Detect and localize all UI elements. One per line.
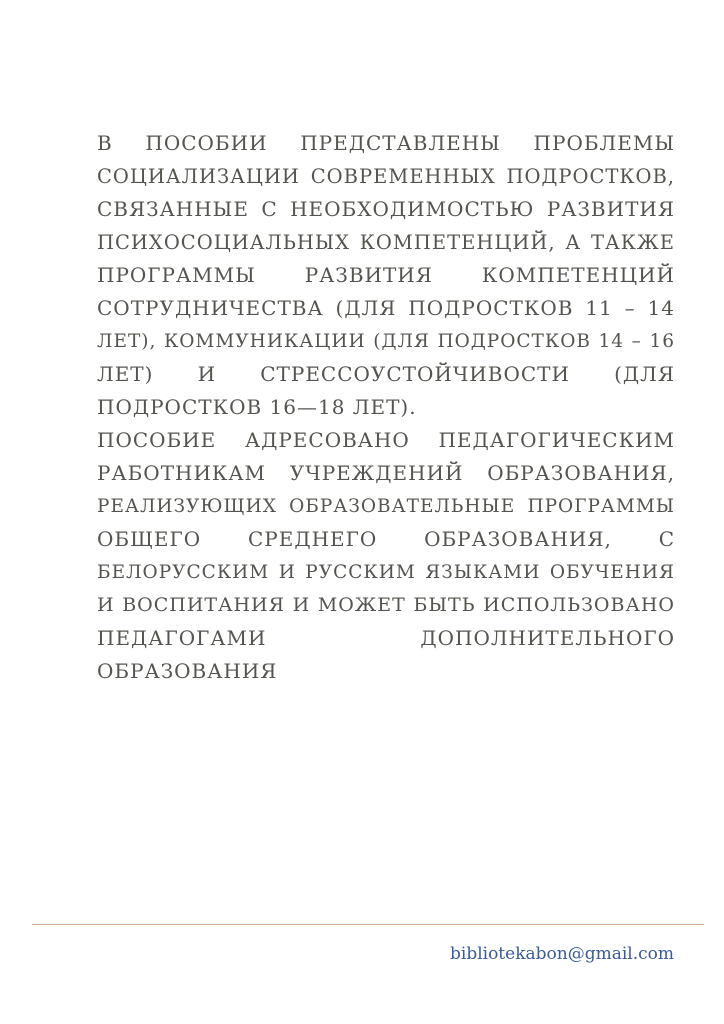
text-line: БЕЛОРУССКИМ И РУССКИМ ЯЗЫКАМИ ОБУЧЕНИЯ — [97, 562, 675, 583]
text-line: СОЦИАЛИЗАЦИИ СОВРЕМЕННЫХ ПОДРОСТКОВ, — [97, 165, 675, 188]
text-line: СОТРУДНИЧЕСТВА (ДЛЯ ПОДРОСТКОВ 11 – 14 — [97, 296, 675, 320]
text-line: И ВОСПИТАНИЯ И МОЖЕТ БЫТЬ ИСПОЛЬЗОВАНО — [97, 594, 675, 616]
annotation-paragraph-2 — [97, 424, 675, 688]
text-line: ПРОГРАММЫ РАЗВИТИЯ КОМПЕТЕНЦИЙ — [97, 263, 675, 287]
text-line: СВЯЗАННЫЕ С НЕОБХОДИМОСТЬЮ РАЗВИТИЯ — [97, 197, 675, 221]
text-line: ОБЩЕГО СРЕДНЕГО ОБРАЗОВАНИЯ, С — [97, 527, 675, 551]
text-line: РАБОТНИКАМ УЧРЕЖДЕНИЙ ОБРАЗОВАНИЯ, — [97, 461, 675, 485]
footer-divider — [32, 924, 704, 925]
text-line: ПОСОБИЕ АДРЕСОВАНО ПЕДАГОГИЧЕСКИМ — [97, 428, 675, 452]
text-line: ОБРАЗОВАНИЯ — [97, 659, 278, 683]
text-line: ЛЕТ) И СТРЕССОУСТОЙЧИВОСТИ (ДЛЯ — [97, 362, 675, 386]
text-line: ПОДРОСТКОВ 16—18 ЛЕТ). — [97, 395, 417, 419]
annotation-text — [97, 127, 675, 688]
text-line: ПЕДАГОГАМИ ДОПОЛНИТЕЛЬНОГО — [97, 626, 675, 650]
annotation-paragraph-1 — [97, 127, 675, 424]
text-line: ПСИХОСОЦИАЛЬНЫХ КОМПЕТЕНЦИЙ, А ТАКЖЕ — [97, 231, 675, 254]
text-line: В ПОСОБИИ ПРЕДСТАВЛЕНЫ ПРОБЛЕМЫ — [97, 131, 675, 155]
text-line: РЕАЛИЗУЮЩИХ ОБРАЗОВАТЕЛЬНЫЕ ПРОГРАММЫ — [97, 496, 675, 517]
email-link[interactable]: bibliotekabon@gmail.com — [450, 944, 674, 964]
text-line: ЛЕТ), КОММУНИКАЦИИ (ДЛЯ ПОДРОСТКОВ 14 – 16 — [97, 331, 675, 352]
